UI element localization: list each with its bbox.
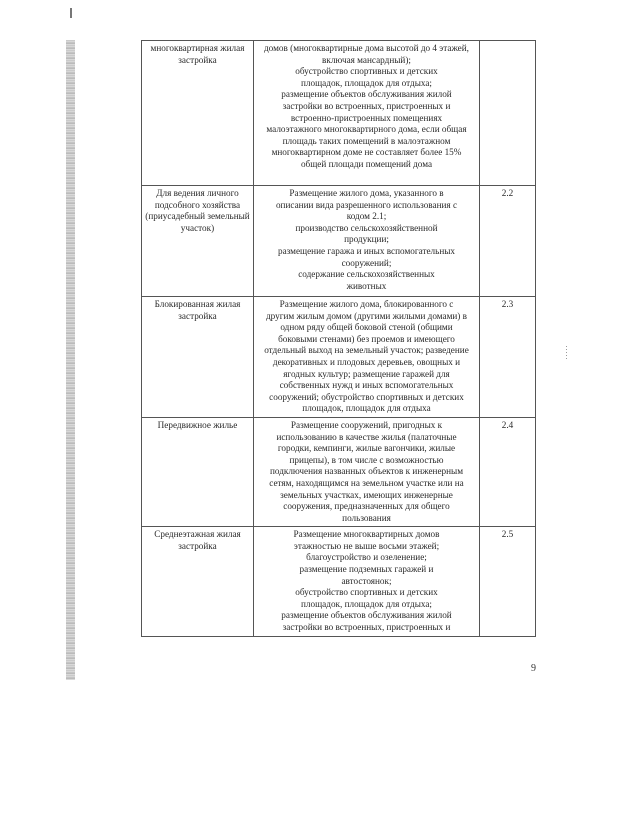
description-line: обустройство спортивных и детских — [295, 587, 438, 598]
land-use-description — [254, 186, 480, 297]
description-line: производство сельскохозяйственной — [295, 222, 438, 233]
land-use-name: многоквартирная жилая застройка — [142, 41, 254, 186]
land-use-code: 2.3 — [480, 297, 536, 418]
description-line: включая мансардный); — [322, 54, 411, 65]
description-line: отдельный выход на земельный участок; разведение — [264, 345, 469, 356]
table-row — [142, 41, 536, 186]
description-line: размещение подземных гаражей и — [299, 564, 434, 575]
scan-edge-artifact — [66, 40, 75, 680]
description-line: застройки во встроенных, пристроенных и — [282, 622, 451, 633]
land-use-description — [254, 41, 480, 186]
land-use-name: Среднеэтажная жилая застройка — [142, 527, 254, 636]
description-line: малоэтажного многоквартирного дома, если общая — [266, 124, 467, 135]
description-line: другим жилым домом (другими жилыми домами) в — [265, 310, 468, 321]
description-line: описании вида разрешенного использования с — [275, 199, 458, 210]
table-row — [142, 186, 536, 297]
description-line: размещение объектов обслуживания жилой — [281, 610, 452, 621]
description-line: Размещение жилого дома, указанного в — [289, 188, 444, 198]
description-line: ягодных культур; размещение гаражей для — [283, 368, 450, 379]
description-line: застройки во встроенных, пристроенных и — [282, 100, 451, 111]
description-line: домов (многоквартирные дома высотой до 4 этажей, — [264, 43, 469, 53]
description-line: сооружений; обустройство спортивных и детских — [269, 391, 464, 402]
land-use-name: Передвижное жилье — [142, 417, 254, 526]
description-line: этажностью не выше восьми этажей; — [293, 540, 440, 551]
description-line: кодом 2.1; — [346, 211, 387, 222]
description-line: площадок, площадок для отдыха; — [301, 598, 432, 609]
description-line: общей площади помещений дома — [300, 158, 433, 169]
description-line: продукции; — [344, 234, 389, 245]
description-line: встроенно-пристроенных помещениях — [290, 112, 443, 123]
land-use-code: 2.4 — [480, 417, 536, 526]
description-line: Размещение многоквартирных домов — [293, 529, 440, 540]
description-line: размещение объектов обслуживания жилой — [281, 89, 452, 100]
description-line: боковыми стенами) без проемов и имеющего — [278, 333, 455, 344]
land-use-description — [254, 527, 480, 636]
page-number: 9 — [531, 663, 536, 674]
description-line: благоустройство и озеленение; — [306, 552, 427, 563]
table-row — [142, 527, 536, 636]
description-line: подключения названных объектов к инженерным — [269, 466, 464, 477]
description-line: сооружения, предназначенных для общего — [283, 501, 450, 512]
land-use-description — [254, 297, 480, 418]
land-use-name: Блокированная жилая застройка — [142, 297, 254, 418]
description-line: многоквартирном доме не составляет более 15% — [271, 147, 462, 158]
table-row — [142, 297, 536, 418]
description-line: сооружений; — [341, 257, 392, 268]
description-line: площадь таких помещений в малоэтажном — [282, 135, 451, 146]
land-use-code: 2.2 — [480, 186, 536, 297]
scan-mark — [70, 8, 72, 18]
description-line: Размещение жилого дома, блокированного с — [279, 299, 454, 309]
land-use-name: Для ведения личного подсобного хозяйства (приусадебный земельный участок) — [142, 186, 254, 297]
description-line: сетям, находящимся на земельном участке или на — [269, 477, 464, 488]
description-line: земельных участках, имеющих инженерные — [280, 489, 453, 500]
description-line: обустройство спортивных и детских — [295, 66, 438, 77]
description-line: собственных нужд и иных вспомогательных — [279, 380, 454, 391]
land-use-code: 2.5 — [480, 527, 536, 636]
description-line: размещение гаража и иных вспомогательных — [277, 245, 456, 256]
description-line: декоративных и плодовых деревьев, овощных и — [272, 356, 461, 367]
description-line: автостоянок; — [341, 575, 392, 586]
description-line: городки, кемпинги, жилые вагончики, жилые — [277, 443, 456, 454]
land-use-description — [254, 417, 480, 526]
description-line: животных — [346, 280, 387, 291]
description-line: площадок, площадок для отдыха — [302, 403, 431, 414]
scan-dots-artifact — [566, 346, 567, 360]
description-line: одном ряду общей боковой стеной (общими — [280, 322, 453, 333]
description-line: использованию в качестве жилья (палаточные — [276, 431, 457, 442]
land-use-table — [141, 40, 536, 637]
description-line: содержание сельскохозяйственных — [298, 269, 435, 280]
land-use-code — [480, 41, 536, 186]
description-line: пользования — [342, 512, 391, 523]
description-line: площадок, площадок для отдыха; — [301, 77, 432, 88]
description-line: Размещение сооружений, пригодных к — [290, 419, 443, 430]
description-line: прицепы), в том числе с возможностью — [289, 454, 444, 465]
table-row — [142, 417, 536, 526]
